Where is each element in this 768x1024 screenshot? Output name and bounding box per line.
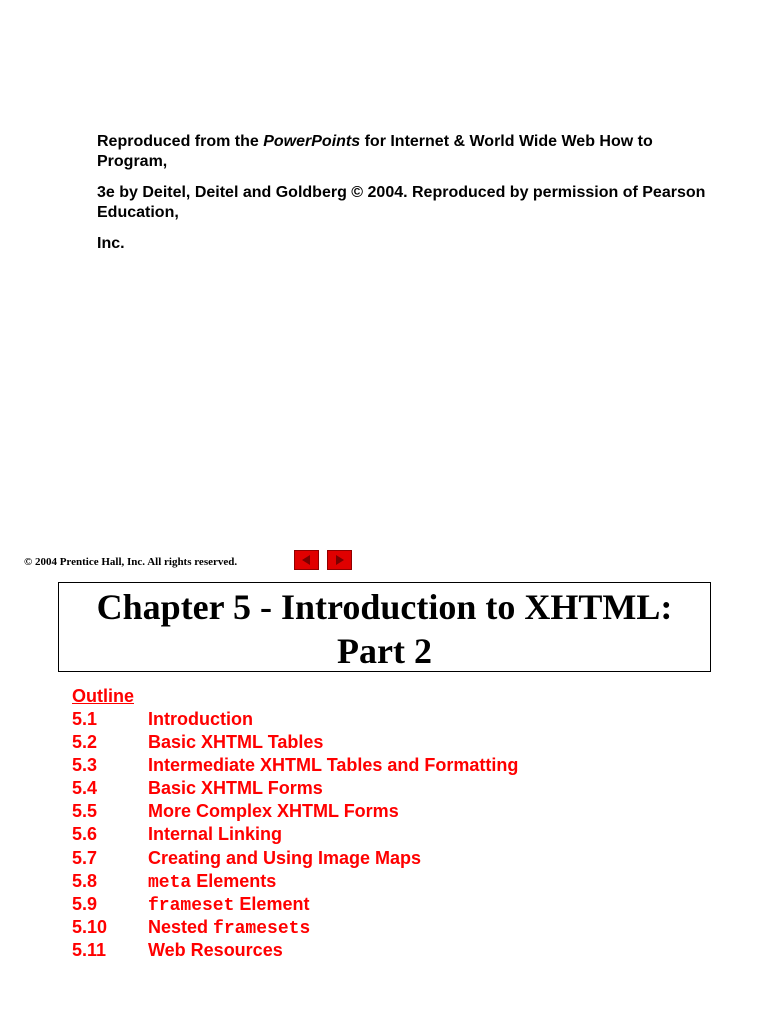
outline-item-text: Basic XHTML Forms: [148, 778, 323, 799]
reproduction-text: Reproduced from the: [97, 133, 264, 150]
outline-heading: Outline: [72, 686, 134, 706]
outline-item-text: Basic XHTML Tables: [148, 732, 324, 753]
powerpoints-italic: PowerPoints: [263, 133, 361, 150]
triangle-right-icon: [328, 551, 351, 569]
outline-item: [72, 708, 518, 731]
outline-item: [72, 823, 518, 846]
outline-item-text: Internal Linking: [148, 824, 283, 845]
outline-item: [72, 800, 518, 823]
reproduction-text: for Internet & World Wide Web How to Program,: [97, 133, 653, 170]
outline-item-text: Creating and Using Image Maps: [148, 847, 422, 868]
outline-item-code: frameset: [148, 895, 235, 916]
copyright-footer: © 2004 Prentice Hall, Inc. All rights reserved.: [24, 556, 238, 568]
outline-item-number: 5.9: [72, 893, 98, 914]
chapter-title-line-2: Part 2: [337, 631, 432, 671]
outline-item-code: meta: [148, 872, 192, 893]
outline-item-text: More Complex XHTML Forms: [148, 801, 399, 822]
chapter-title: [58, 582, 711, 672]
outline-item: [72, 777, 518, 800]
reproduction-line-1: [97, 132, 707, 172]
outline-item-number: 5.6: [72, 824, 98, 845]
outline-item-text: Elements: [191, 870, 277, 891]
outline-item-text: Web Resources: [148, 939, 283, 960]
chapter-title-line-1: Chapter 5 - Introduction to XHTML:: [96, 587, 673, 627]
outline-item: [72, 939, 518, 962]
outline-item: [72, 847, 518, 870]
reproduction-notice: [97, 132, 707, 265]
outline-item-text: Introduction: [148, 709, 253, 729]
next-slide-button[interactable]: [327, 550, 352, 570]
outline-list: [72, 708, 518, 962]
reproduction-line-3: Inc.: [97, 235, 125, 252]
outline-item-number: 5.7: [72, 847, 98, 868]
outline-item: [72, 916, 518, 939]
outline-item-text: Intermediate XHTML Tables and Formatting: [148, 755, 519, 776]
outline-item-number: 5.3: [72, 755, 98, 776]
outline-item-number: 5.10: [72, 916, 108, 937]
outline-item-code: framesets: [213, 918, 311, 939]
outline-item-text: Nested: [148, 916, 214, 937]
outline-item-number: 5.1: [72, 709, 98, 729]
outline: [72, 685, 518, 962]
outline-item-number: 5.8: [72, 870, 98, 891]
outline-item-number: 5.11: [72, 939, 107, 960]
outline-item-number: 5.5: [72, 801, 98, 822]
outline-item: [72, 870, 518, 893]
reproduction-line-2: 3e by Deitel, Deitel and Goldberg © 2004. Reproduced by permission of Pearson Education,: [97, 184, 706, 221]
outline-item: [72, 754, 518, 777]
outline-item-text: Element: [234, 893, 310, 914]
outline-item-number: 5.2: [72, 732, 98, 753]
outline-item-number: 5.4: [72, 778, 98, 799]
triangle-left-icon: [295, 551, 318, 569]
outline-item: [72, 731, 518, 754]
previous-slide-button[interactable]: [294, 550, 319, 570]
outline-item: [72, 893, 518, 916]
